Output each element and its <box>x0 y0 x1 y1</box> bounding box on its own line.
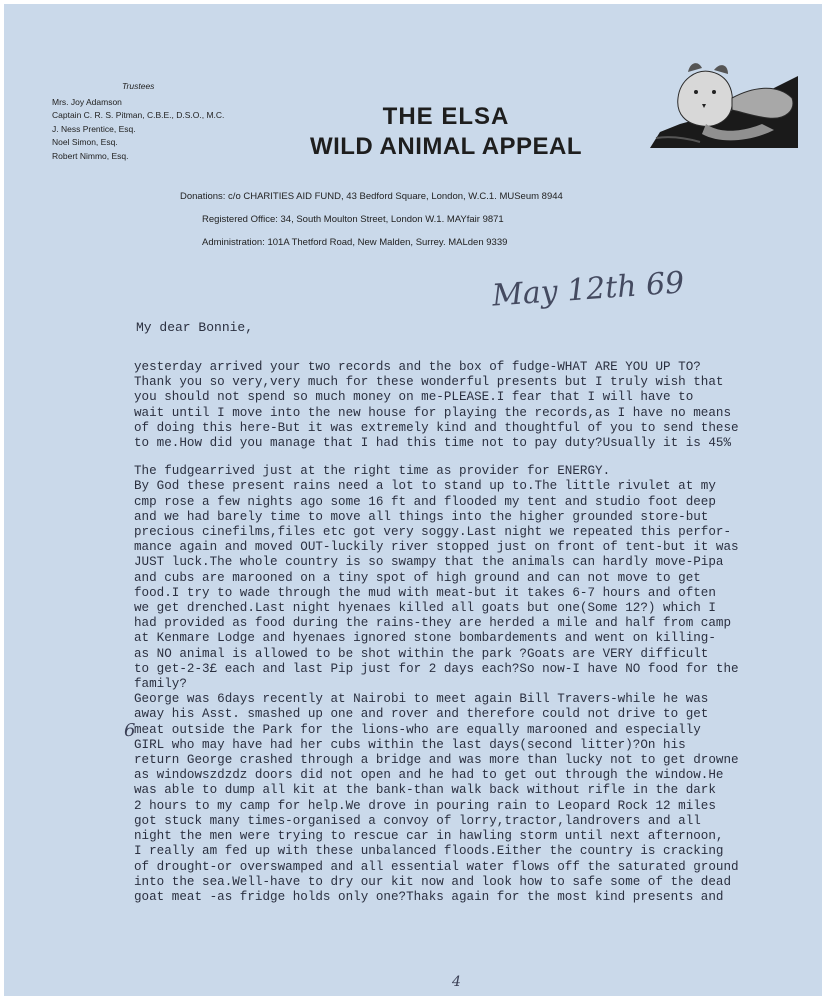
trustee-name: Noel Simon, Esq. <box>52 137 118 147</box>
trustee-name: Captain C. R. S. Pitman, C.B.E., D.S.O., M.C. <box>52 110 225 120</box>
paragraph-3 <box>134 692 814 905</box>
registered-office-line: Registered Office: 34, South Moulton Street, London W.1. MAYfair 9871 <box>202 214 504 225</box>
letter-body <box>134 360 814 905</box>
text-line: got stuck many times-organised a convoy of lorry,tractor,landrovers and all <box>134 813 701 828</box>
text-line: I really am fed up with these unbalanced floods.Either the country is cracking <box>134 844 724 859</box>
text-line: Thank you so very,very much for these wonderful presents but I truly wish that <box>134 375 724 390</box>
text-line: wait until I move into the new house for playing the records,as I have no means <box>134 405 732 420</box>
text-line: as NO animal is allowed to be shot within the park ?Goats are VERY difficult <box>134 646 709 661</box>
text-line: yesterday arrived your two records and the box of fudge-WHAT ARE YOU UP TO? <box>134 360 701 374</box>
text-line: away his Asst. smashed up one and rover and therefore could not drive to get <box>134 707 709 722</box>
trustees-heading: Trustees <box>122 81 155 91</box>
letterhead-title <box>266 102 626 162</box>
text-line: you should not spend so much money on me-PLEASE.I fear that I will have to <box>134 390 694 405</box>
text-line: was able to dump all kit at the bank-than walk back without rifle in the dark <box>134 783 716 798</box>
text-line: and cubs are marooned on a tiny spot of high ground and can not move to get <box>134 570 701 585</box>
donations-line: Donations: c/o CHARITIES AID FUND, 43 Bedford Square, London, W.C.1. MUSeum 8944 <box>180 191 563 202</box>
paragraph-2 <box>134 464 814 692</box>
text-line: of drought-or overswamped and all essential water flows off the saturated ground <box>134 859 739 874</box>
handwritten-date: May 12th 69 <box>491 265 686 314</box>
title-line-2: WILD ANIMAL APPEAL <box>309 133 583 160</box>
text-line: family? <box>134 677 187 692</box>
text-line: cmp rose a few nights ago some 16 ft and flooded my tent and studio foot deep <box>134 494 716 509</box>
trustees-list <box>52 80 224 163</box>
text-line: meat outside the Park for the lions-who are equally marooned and especially <box>134 722 701 737</box>
text-line: return George crashed through a bridge and was more than lucky not to get drowne <box>134 753 739 768</box>
text-line: 2 hours to my camp for help.We drove in pouring rain to Leopard Rock 12 miles <box>134 798 716 813</box>
text-line: The fudgearrived just at the right time as provider for ENERGY. <box>134 464 611 479</box>
text-line: into the sea.Well-have to dry our kit now and look how to safe some of the dead <box>134 874 732 889</box>
text-line: we get drenched.Last night hyenaes killed all goats but one(Some 12?) which I <box>134 601 716 616</box>
text-line: By God these present rains need a lot to stand up to.The little rivulet at my <box>134 479 716 494</box>
trustee-name: Mrs. Joy Adamson <box>52 96 122 107</box>
text-line: and we had barely time to move all things into the higher grounded store-but <box>134 509 709 524</box>
page-number-mark: 4 <box>452 974 461 990</box>
margin-mark: 6 <box>124 720 136 741</box>
text-line: GIRL who may have had her cubs within the last days(second litter)?On his <box>134 737 686 752</box>
paragraph-1 <box>134 360 814 451</box>
text-line: of doing this here-But it was extremely kind and thoughtful of you to send these <box>134 420 739 435</box>
text-line: JUST luck.The whole country is so swampy that the animals can hardly move-Pipa <box>134 555 724 570</box>
text-line: goat meat -as fridge holds only one?Thaks again for the most kind presents and <box>134 889 724 904</box>
trustee-name: Robert Nimmo, Esq. <box>52 150 129 161</box>
text-line: to get-2-3£ each and last Pip just for 2 days each?So now-I have NO food for the <box>134 661 739 676</box>
administration-line: Administration: 101A Thetford Road, New Malden, Surrey. MALden 9339 <box>202 237 508 248</box>
text-line: at Kenmare Lodge and hyenaes ignored stone bombardements and went on killing- <box>134 631 716 646</box>
text-line: George was 6days recently at Nairobi to meet again Bill Travers-while he was <box>134 692 709 707</box>
text-line: night the men were trying to rescue car in hawling storm until next afternoon, <box>134 829 724 844</box>
letter-page <box>4 4 822 996</box>
salutation: My dear Bonnie, <box>136 320 254 335</box>
text-line: had provided as food during the rains-they are herded a mile and half from camp <box>134 616 732 631</box>
text-line: mance again and moved OUT-luckily river stopped just on front of tent-but it was <box>134 540 739 555</box>
title-line-1: THE ELSA <box>382 103 510 130</box>
text-line: as windowszdzdz doors did not open and he had to get out through the window.He <box>134 768 724 783</box>
lion-logo-image <box>650 58 798 148</box>
text-line: precious cinefilms,files etc got very soggy.Last night we repeated this perfor- <box>134 525 732 540</box>
text-line: to me.How did you manage that I had this time not to pay duty?Usually it is 45% <box>134 436 732 451</box>
text-line: food.I try to wade through the mud with meat-but it takes 6-7 hours and often <box>134 585 716 600</box>
trustee-name: J. Ness Prentice, Esq. <box>52 123 136 134</box>
